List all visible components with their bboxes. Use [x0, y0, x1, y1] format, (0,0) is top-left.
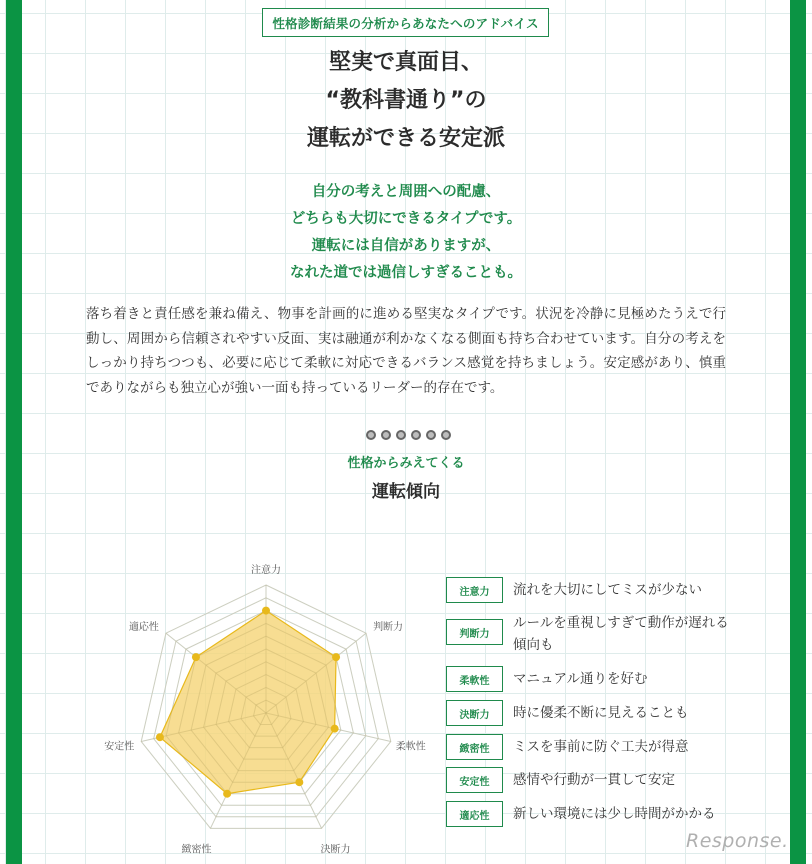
trait-row	[446, 700, 733, 726]
radar-grid-ring	[191, 636, 341, 782]
radar-grid-ring	[254, 700, 279, 724]
lead-line: なれた道では過信しすぎることも。	[290, 265, 522, 281]
radar-data-point	[156, 733, 164, 741]
radar-grid-ring	[229, 675, 304, 748]
radar-axis-label: 安定性	[104, 741, 135, 753]
title-line: 運転ができる安定派	[306, 126, 505, 151]
radar-axis-label: 注意力	[251, 565, 281, 576]
radar-spoke	[266, 713, 391, 741]
dot-icon	[426, 430, 436, 440]
radar-axis-label: 柔軟性	[395, 741, 426, 753]
radar-data-point	[295, 778, 303, 786]
radar-grid-ring	[241, 687, 291, 736]
trait-row	[446, 666, 733, 692]
lead-line: どちらも大切にできるタイプです。	[290, 211, 522, 227]
description-paragraph: 落ち着きと責任感を兼ね備え、物事を計画的に進める堅実なタイプです。状況を冷静に見極めたうえで行動し、周囲から信頼されやすい反面、実は融通が利かなくなる側面も持ち合わせています。自分の考えをしっかり持ちつつも、必要に応じて柔軟に対応できるバランス感覚を持ちましょう。安定感があり、慎重でありながらも独立心が強い一面も持っているリーダー的存在です。	[86, 306, 726, 396]
lead-line: 自分の考えと周囲への配慮、	[311, 184, 501, 200]
trait-tag: 柔軟性	[446, 666, 503, 692]
trait-tag: 判断力	[446, 619, 503, 645]
trait-row	[446, 801, 733, 827]
advice-header-tag: 性格診断結果の分析からあなたへのアドバイス	[262, 8, 549, 37]
radar-data-area	[160, 611, 336, 794]
radar-axis-label: 緻密性	[181, 844, 212, 856]
trait-description: ルールを重視しすぎて動作が遅れる傾向も	[513, 615, 729, 653]
trait-tag: 決断力	[446, 700, 503, 726]
lead-line: 運転には自信がありますが、	[311, 238, 501, 254]
radar-data-point	[331, 725, 339, 733]
decorative-dots	[366, 430, 451, 440]
radar-grid-ring	[154, 598, 379, 817]
trait-description: 新しい環境には少し時間がかかる	[513, 806, 716, 822]
trait-description: 流れを大切にしてミスが少ない	[513, 582, 702, 598]
title-line: “教科書通り”の	[325, 88, 487, 113]
trait-row	[446, 767, 733, 793]
radar-grid-ring	[166, 611, 366, 806]
trait-description: 感情や行動が一貫して安定	[513, 772, 675, 788]
radar-spoke	[266, 633, 366, 713]
dot-icon	[381, 430, 391, 440]
trait-row	[446, 615, 733, 656]
radar-data-point	[332, 653, 340, 661]
trait-tag: 注意力	[446, 577, 503, 603]
radar-spoke	[266, 713, 322, 828]
radar-grid-ring	[216, 662, 316, 759]
dot-icon	[441, 430, 451, 440]
trait-row	[446, 577, 733, 603]
trait-row	[446, 734, 733, 760]
radar-spoke	[141, 713, 266, 741]
title-line: 堅実で真面目、	[328, 50, 483, 75]
result-title	[0, 44, 812, 158]
section-subtitle: 性格からみえてくる	[347, 456, 465, 471]
radar-grid-ring	[141, 585, 391, 828]
radar-axis-label: 適応性	[128, 622, 159, 634]
trait-tag: 緻密性	[446, 734, 503, 760]
radar-spoke	[210, 713, 266, 828]
dot-icon	[396, 430, 406, 440]
trait-tag: 安定性	[446, 767, 503, 793]
section-title: 運転傾向	[372, 482, 440, 502]
radar-axis-label: 決断力	[320, 844, 351, 856]
dot-icon	[411, 430, 421, 440]
lead-summary	[0, 179, 812, 287]
radar-axis-label: 判断力	[373, 622, 404, 634]
trait-description: マニュアル通りを好む	[513, 671, 648, 687]
radar-spoke	[166, 633, 266, 713]
radar-grid-ring	[204, 649, 329, 771]
trait-description: 時に優柔不断に見えることも	[513, 705, 689, 721]
radar-data-point	[262, 607, 270, 615]
dot-icon	[366, 430, 376, 440]
radar-data-point	[192, 653, 200, 661]
trait-description: ミスを事前に防ぐ工夫が得意	[513, 739, 689, 755]
response-watermark: Response.	[686, 830, 789, 852]
radar-data-point	[223, 790, 231, 798]
radar-grid-ring	[179, 623, 354, 793]
trait-tag: 適応性	[446, 801, 503, 827]
